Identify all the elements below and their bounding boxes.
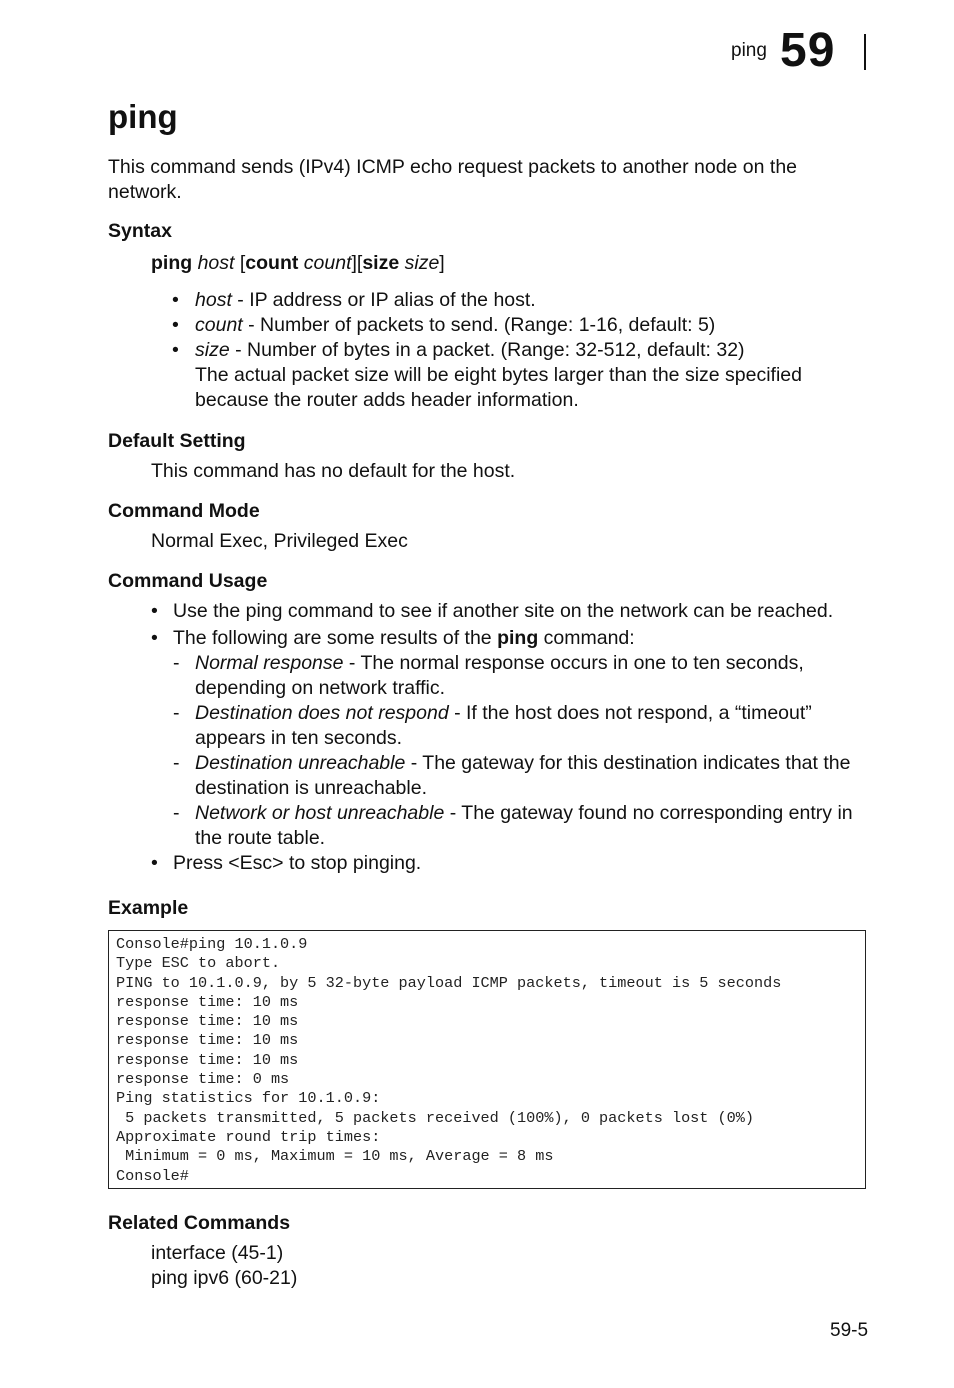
ping-results-list — [173, 651, 866, 851]
usage-text: command: — [538, 627, 635, 649]
result-description: - If the host does not respond, a “timeout” appears in ten seconds. — [195, 702, 812, 749]
command-mode-text: Normal Exec, Privileged Exec — [151, 530, 408, 552]
syntax-bracket-close: ] — [439, 252, 445, 274]
running-header-title: ping — [731, 40, 767, 61]
param-note: The actual packet size will be eight bytes larger than the size specified because the router adds header information. — [195, 364, 802, 411]
usage-command-name: ping — [497, 627, 539, 649]
result-term: Normal response — [195, 652, 344, 674]
intro-paragraph: This command sends (IPv4) ICMP echo request packets to another node on the network. — [108, 156, 798, 203]
page-number: 59-5 — [830, 1320, 869, 1341]
syntax-line — [151, 251, 445, 276]
related-command-link[interactable]: interface (45-1) — [151, 1242, 284, 1264]
result-description: - The gateway for this destination indicates that the destination is unreachable. — [195, 752, 851, 799]
list-item — [173, 651, 866, 701]
command-mode-heading: Command Mode — [108, 500, 260, 522]
syntax-heading: Syntax — [108, 220, 172, 242]
param-name: host — [195, 289, 232, 311]
related-command-link[interactable]: ping ipv6 (60-21) — [151, 1267, 298, 1289]
list-item — [151, 626, 866, 851]
param-name: count — [195, 314, 243, 336]
list-item — [151, 851, 866, 876]
syntax-keyword-size: size — [362, 252, 400, 274]
related-commands-heading: Related Commands — [108, 1212, 291, 1234]
command-usage-heading: Command Usage — [108, 570, 268, 592]
default-setting-text: This command has no default for the host. — [151, 460, 516, 482]
page-title: ping — [108, 98, 178, 135]
default-setting-heading: Default Setting — [108, 430, 246, 452]
example-console-output: Console#ping 10.1.0.9 Type ESC to abort. PING to 10.1.0.9, by 5 32-byte payload ICMP packets, timeout is 5 seconds response time: 10 ms response time: 10 ms response time: 10 ms response time: 10 ms response time: 0 ms Ping statistics for 10.1.0.9: 5 packets transmitted, 5 packets received (100%), 0 packets lost (0%) Approximate round trip times: Minimum = 0 ms, Maximum = 10 ms, Average = 8 ms Console# — [116, 935, 782, 1185]
syntax-parameter-list — [172, 288, 852, 413]
list-item — [151, 599, 866, 624]
param-name: size — [195, 339, 230, 361]
result-description: - The gateway found no corresponding entry in the route table. — [195, 802, 853, 849]
syntax-keyword-count: count — [245, 252, 299, 274]
result-term: Network or host unreachable — [195, 802, 445, 824]
chapter-rule — [864, 34, 866, 70]
usage-text: Press <Esc> to stop pinging. — [173, 852, 422, 874]
param-description: - IP address or IP alias of the host. — [231, 289, 536, 311]
result-description: - The normal response occurs in one to ten seconds, depending on network traffic. — [195, 652, 804, 699]
param-description: - Number of bytes in a packet. (Range: 32-512, default: 32) — [229, 339, 745, 361]
list-item — [173, 751, 866, 801]
chapter-number: 59 — [780, 24, 836, 77]
list-item — [173, 801, 866, 851]
syntax-command: ping — [151, 252, 193, 274]
result-term: Destination does not respond — [195, 702, 449, 724]
command-usage-list — [151, 599, 866, 876]
syntax-arg-host: host — [197, 252, 235, 274]
list-item — [172, 288, 852, 313]
syntax-bracket-open: [ — [239, 252, 246, 274]
result-term: Destination unreachable — [195, 752, 406, 774]
list-item — [173, 701, 866, 751]
list-item — [172, 338, 852, 413]
list-item — [172, 313, 852, 338]
usage-text: Use the ping command to see if another site on the network can be reached. — [173, 600, 834, 622]
example-code-box — [108, 930, 866, 1189]
related-commands-list — [151, 1241, 297, 1291]
param-description: - Number of packets to send. (Range: 1-16, default: 5) — [242, 314, 716, 336]
usage-text: The following are some results of the — [173, 627, 498, 649]
example-heading: Example — [108, 897, 189, 919]
syntax-arg-size: size — [404, 252, 440, 274]
syntax-bracket-mid: ][ — [351, 252, 363, 274]
syntax-arg-count: count — [303, 252, 352, 274]
